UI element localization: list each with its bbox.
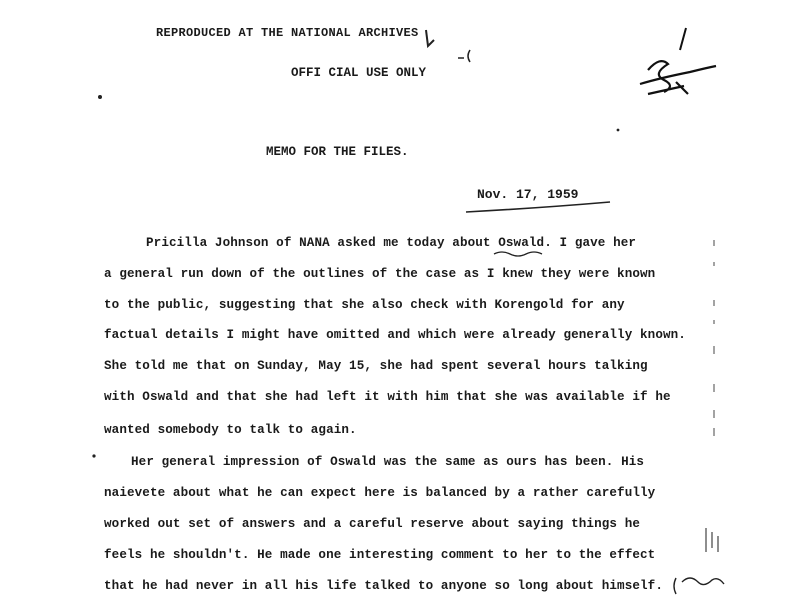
classification-marking: OFFI CIAL USE ONLY — [291, 66, 427, 80]
body-line: feels he shouldn't. He made one interesting comment to her to the effect — [104, 548, 656, 562]
stray-dot — [617, 129, 620, 132]
margin-marks-lower — [706, 528, 718, 552]
body-line: Pricilla Johnson of NANA asked me today about Oswald. I gave her — [146, 236, 637, 250]
body-line: factual details I might have omitted and which were already generally known. — [104, 328, 686, 342]
date-underline — [466, 202, 610, 212]
memo-title: MEMO FOR THE FILES. — [266, 145, 409, 159]
archive-stamp: REPRODUCED AT THE NATIONAL ARCHIVES — [156, 26, 419, 40]
stray-dot — [98, 95, 102, 99]
body-line: worked out set of answers and a careful reserve about saying things he — [104, 517, 641, 531]
body-line: She told me that on Sunday, May 15, she had spent several hours talking — [104, 359, 648, 373]
handwritten-initials — [640, 61, 716, 94]
name-underline — [494, 252, 542, 256]
body-line: Her general impression of Oswald was the same as ours has been. His — [131, 455, 645, 469]
body-line: that he had never in all his life talked to anyone so long about himself. — [104, 579, 663, 593]
memo-date: Nov. 17, 1959 — [477, 187, 579, 202]
body-line: naievete about what he can expect here is balanced by a rather carefully — [104, 486, 656, 500]
body-line: wanted somebody to talk to again. — [104, 423, 357, 437]
body-line: to the public, suggesting that she also check with Korengold for any — [104, 298, 625, 312]
handwritten-note — [682, 578, 724, 585]
stray-dot — [92, 454, 95, 457]
handwritten-page-number — [680, 28, 686, 50]
stamp-mark — [426, 30, 434, 46]
body-line: a general run down of the outlines of the case as I knew they were known — [104, 267, 656, 281]
body-line: with Oswald and that she had left it with him that she was available if he — [104, 390, 671, 404]
handwritten-paren — [674, 578, 676, 594]
pen-mark — [468, 50, 470, 62]
